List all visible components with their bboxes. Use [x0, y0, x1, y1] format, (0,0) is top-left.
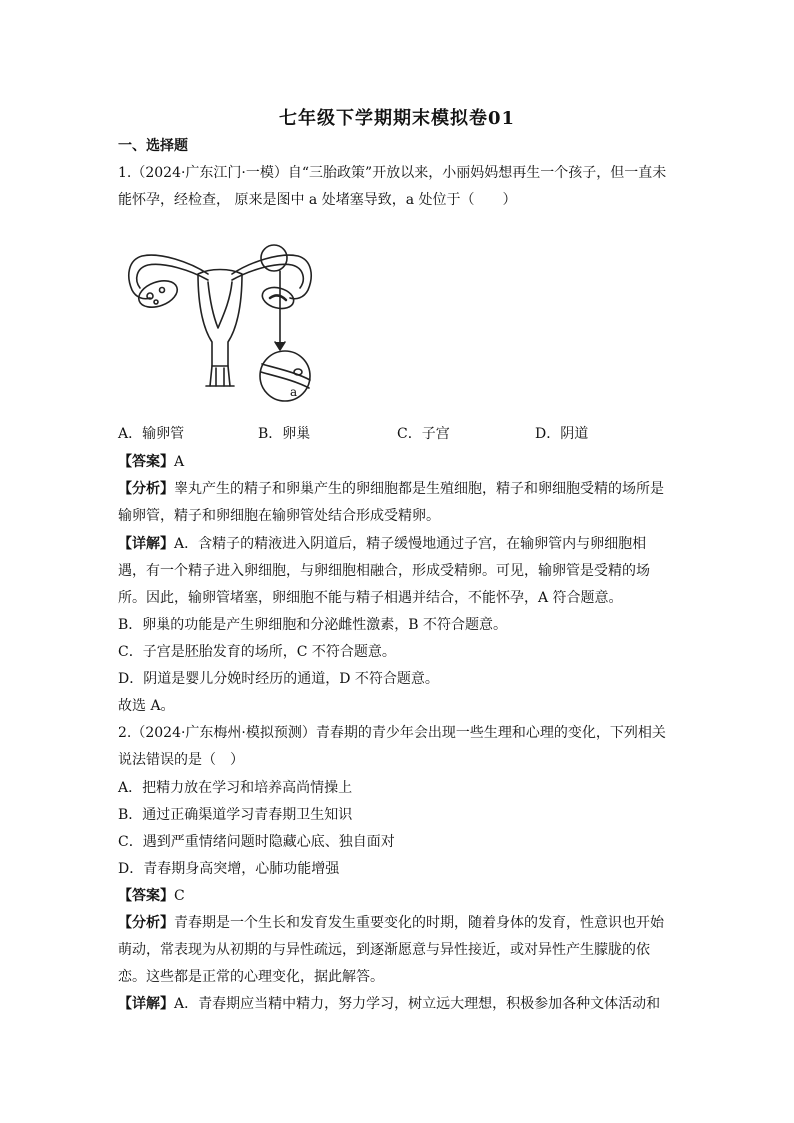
analysis-text: 睾丸产生的精子和卵巢产生的卵细胞都是生殖细胞，精子和卵细胞受精的场所是	[174, 481, 664, 497]
analysis-tag: 【分析】	[118, 915, 174, 931]
q2-option-c: C．遇到严重情绪问题时隐藏心底、独自面对	[118, 834, 395, 850]
q2-option-d: D．青春期身高突增，心肺功能增强	[118, 861, 340, 877]
q2-analysis-line1	[118, 910, 678, 937]
q1-option-a: A．输卵管	[118, 426, 185, 442]
detail-text: A．青春期应当精中精力，努力学习，树立远大理想，积极参加各种文体活动和	[174, 996, 661, 1012]
answer-tag: 【答案】	[118, 888, 174, 904]
q2-detail-line1	[118, 991, 678, 1018]
q1-detail-d: D．阴道是婴儿分娩时经历的通道，D 不符合题意。	[118, 671, 439, 687]
q1-analysis-line1	[118, 476, 678, 503]
q1-detail-line2: 遇，有一个精子进入卵细胞，与卵细胞相融合，形成受精卵。可见，输卵管是受精的场	[118, 563, 650, 579]
page-title: 七年级下学期期末模拟卷01	[278, 108, 516, 129]
q1-detail-line1	[118, 531, 678, 558]
q1-stem-line2: 能怀孕，经检查， 原来是图中 a 处堵塞导致，a 处位于（ ）	[118, 192, 517, 208]
q2-option-b: B．通过正确渠道学习青春期卫生知识	[118, 807, 353, 823]
q2-analysis-line2: 萌动，常表现为从初期的与异性疏远，到逐渐愿意与异性接近，或对异性产生朦胧的依	[118, 942, 650, 958]
q2-option-a: A．把精力放在学习和培养高尚情操上	[118, 780, 353, 796]
detail-tag: 【详解】	[118, 996, 174, 1012]
figure-label-a: a	[290, 385, 298, 399]
detail-text: A．含精子的精液进入阴道后，精子缓慢地通过子宫，在输卵管内与卵细胞相	[174, 536, 647, 552]
section-heading: 一、选择题	[118, 138, 188, 154]
q1-detail-c: C．子宫是胚胎发育的场所，C 不符合题意。	[118, 644, 396, 660]
q2-analysis-line3: 恋。这些都是正常的心理变化，据此解答。	[118, 969, 384, 985]
q2-stem-line1: 2.（2024·广东梅州·模拟预测）青春期的青少年会出现一些生理和心理的变化，下列相关	[118, 725, 666, 741]
answer-value: A	[174, 454, 185, 470]
q1-analysis-line2: 输卵管，精子和卵细胞在输卵管处结合形成受精卵。	[118, 508, 440, 524]
uterus-diagram-icon	[120, 238, 320, 403]
answer-tag: 【答案】	[118, 454, 174, 470]
q1-detail-b: B．卵巢的功能是产生卵细胞和分泌雌性激素，B 不符合题意。	[118, 617, 508, 633]
analysis-text: 青春期是一个生长和发育发生重要变化的时期，随着身体的发育，性意识也开始	[174, 915, 664, 931]
q2-answer	[118, 883, 678, 910]
q1-option-d: D．阴道	[535, 426, 589, 442]
q1-option-b: B．卵巢	[258, 426, 311, 442]
q1-conclusion: 故选 A。	[118, 698, 175, 714]
q2-stem-line2: 说法错误的是（ ）	[118, 752, 244, 768]
q1-option-c: C．子宫	[397, 426, 450, 442]
analysis-tag: 【分析】	[118, 481, 174, 497]
q1-stem-line1: 1.（2024·广东江门·一模）自“三胎政策”开放以来，小丽妈妈想再生一个孩子，但一直未	[118, 165, 667, 181]
q1-detail-line3: 所。因此，输卵管堵塞，卵细胞不能与精子相遇并结合，不能怀孕，A 符合题意。	[118, 590, 623, 606]
q1-answer	[118, 449, 678, 476]
answer-value: C	[174, 888, 185, 904]
detail-tag: 【详解】	[118, 536, 174, 552]
reproductive-system-figure	[120, 238, 320, 403]
